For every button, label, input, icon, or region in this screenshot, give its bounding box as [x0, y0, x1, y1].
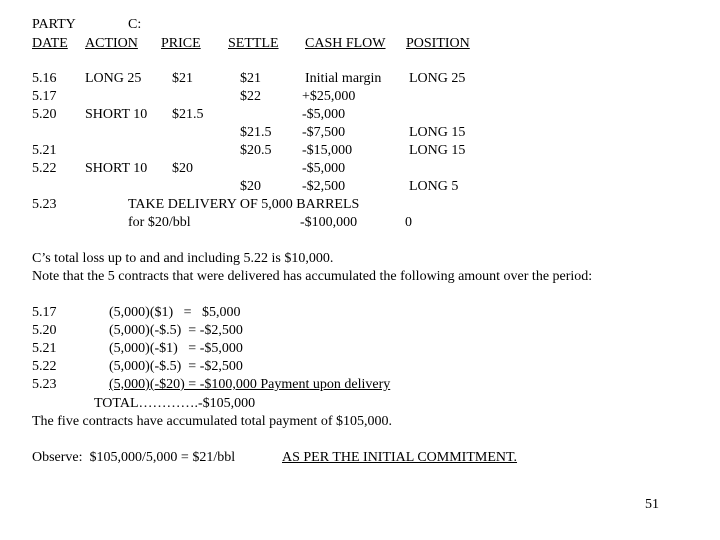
delivery-cash: -$100,000 [300, 215, 358, 230]
loss-note: C’s total loss up to and and including 5.22 is $10,000. [32, 251, 334, 266]
observe-label: Observe: $105,000/5,000 = $21/bbl [32, 450, 236, 465]
settle-cell: $20.5 [240, 143, 272, 158]
header-price: PRICE [161, 36, 201, 51]
date-cell: 5.23 [32, 197, 57, 212]
settle-cell: $21.5 [240, 125, 272, 140]
date-cell: 5.17 [32, 89, 57, 104]
delivery-price: for $20/bbl [128, 215, 191, 230]
settle-cell: $20 [240, 179, 261, 194]
cash-flow-cell: -$2,500 [302, 179, 346, 194]
calc-date: 5.21 [32, 341, 57, 356]
calc-total: TOTAL………….-$105,000 [94, 396, 256, 411]
cash-flow-cell: -$5,000 [302, 107, 346, 122]
calc-expr: (5,000)(-$1) = -$5,000 [109, 341, 243, 356]
settle-cell: $21 [240, 71, 261, 86]
cash-flow-cell: Initial margin [305, 71, 382, 86]
position-cell: LONG 5 [409, 179, 459, 194]
position-cell: 0 [405, 215, 412, 230]
action-cell: SHORT 10 [85, 161, 148, 176]
price-cell: $21 [172, 71, 193, 86]
header-date: DATE [32, 36, 68, 51]
party-label: PARTY [32, 17, 76, 32]
position-cell: LONG 15 [409, 143, 466, 158]
date-cell: 5.16 [32, 71, 57, 86]
header-settle: SETTLE [228, 36, 279, 51]
calc-date: 5.23 [32, 377, 57, 392]
position-cell: LONG 15 [409, 125, 466, 140]
delivery-line: TAKE DELIVERY OF 5,000 BARRELS [128, 197, 360, 212]
cash-flow-cell: -$5,000 [302, 161, 346, 176]
cash-flow-cell: -$7,500 [302, 125, 346, 140]
observe-conclusion: AS PER THE INITIAL COMMITMENT. [282, 450, 518, 465]
price-cell: $20 [172, 161, 193, 176]
cash-flow-cell: +$25,000 [302, 89, 356, 104]
price-cell: $21.5 [172, 107, 204, 122]
calc-expr: (5,000)(-$.5) = -$2,500 [109, 323, 243, 338]
header-position: POSITION [406, 36, 470, 51]
accum-note: Note that the 5 contracts that were delivered has accumulated the following amount over the period: [32, 269, 593, 284]
date-cell: 5.22 [32, 161, 57, 176]
date-cell: 5.20 [32, 107, 57, 122]
cash-flow-cell: -$15,000 [302, 143, 353, 158]
calc-summary: The five contracts have accumulated total payment of $105,000. [32, 414, 392, 429]
date-cell: 5.21 [32, 143, 57, 158]
header-cash-flow: CASH FLOW [305, 36, 386, 51]
position-cell: LONG 25 [409, 71, 466, 86]
calc-expr: (5,000)(-$20) = -$100,000 Payment upon delivery [109, 377, 391, 392]
calc-date: 5.22 [32, 359, 57, 374]
calc-date: 5.17 [32, 305, 57, 320]
header-action: ACTION [85, 36, 138, 51]
page-number: 51 [645, 497, 659, 512]
action-cell: LONG 25 [85, 71, 142, 86]
settle-cell: $22 [240, 89, 261, 104]
action-cell: SHORT 10 [85, 107, 148, 122]
calc-expr: (5,000)($1) = $5,000 [109, 305, 241, 320]
calc-date: 5.20 [32, 323, 57, 338]
party-value: C: [128, 17, 142, 32]
calc-expr: (5,000)(-$.5) = -$2,500 [109, 359, 243, 374]
